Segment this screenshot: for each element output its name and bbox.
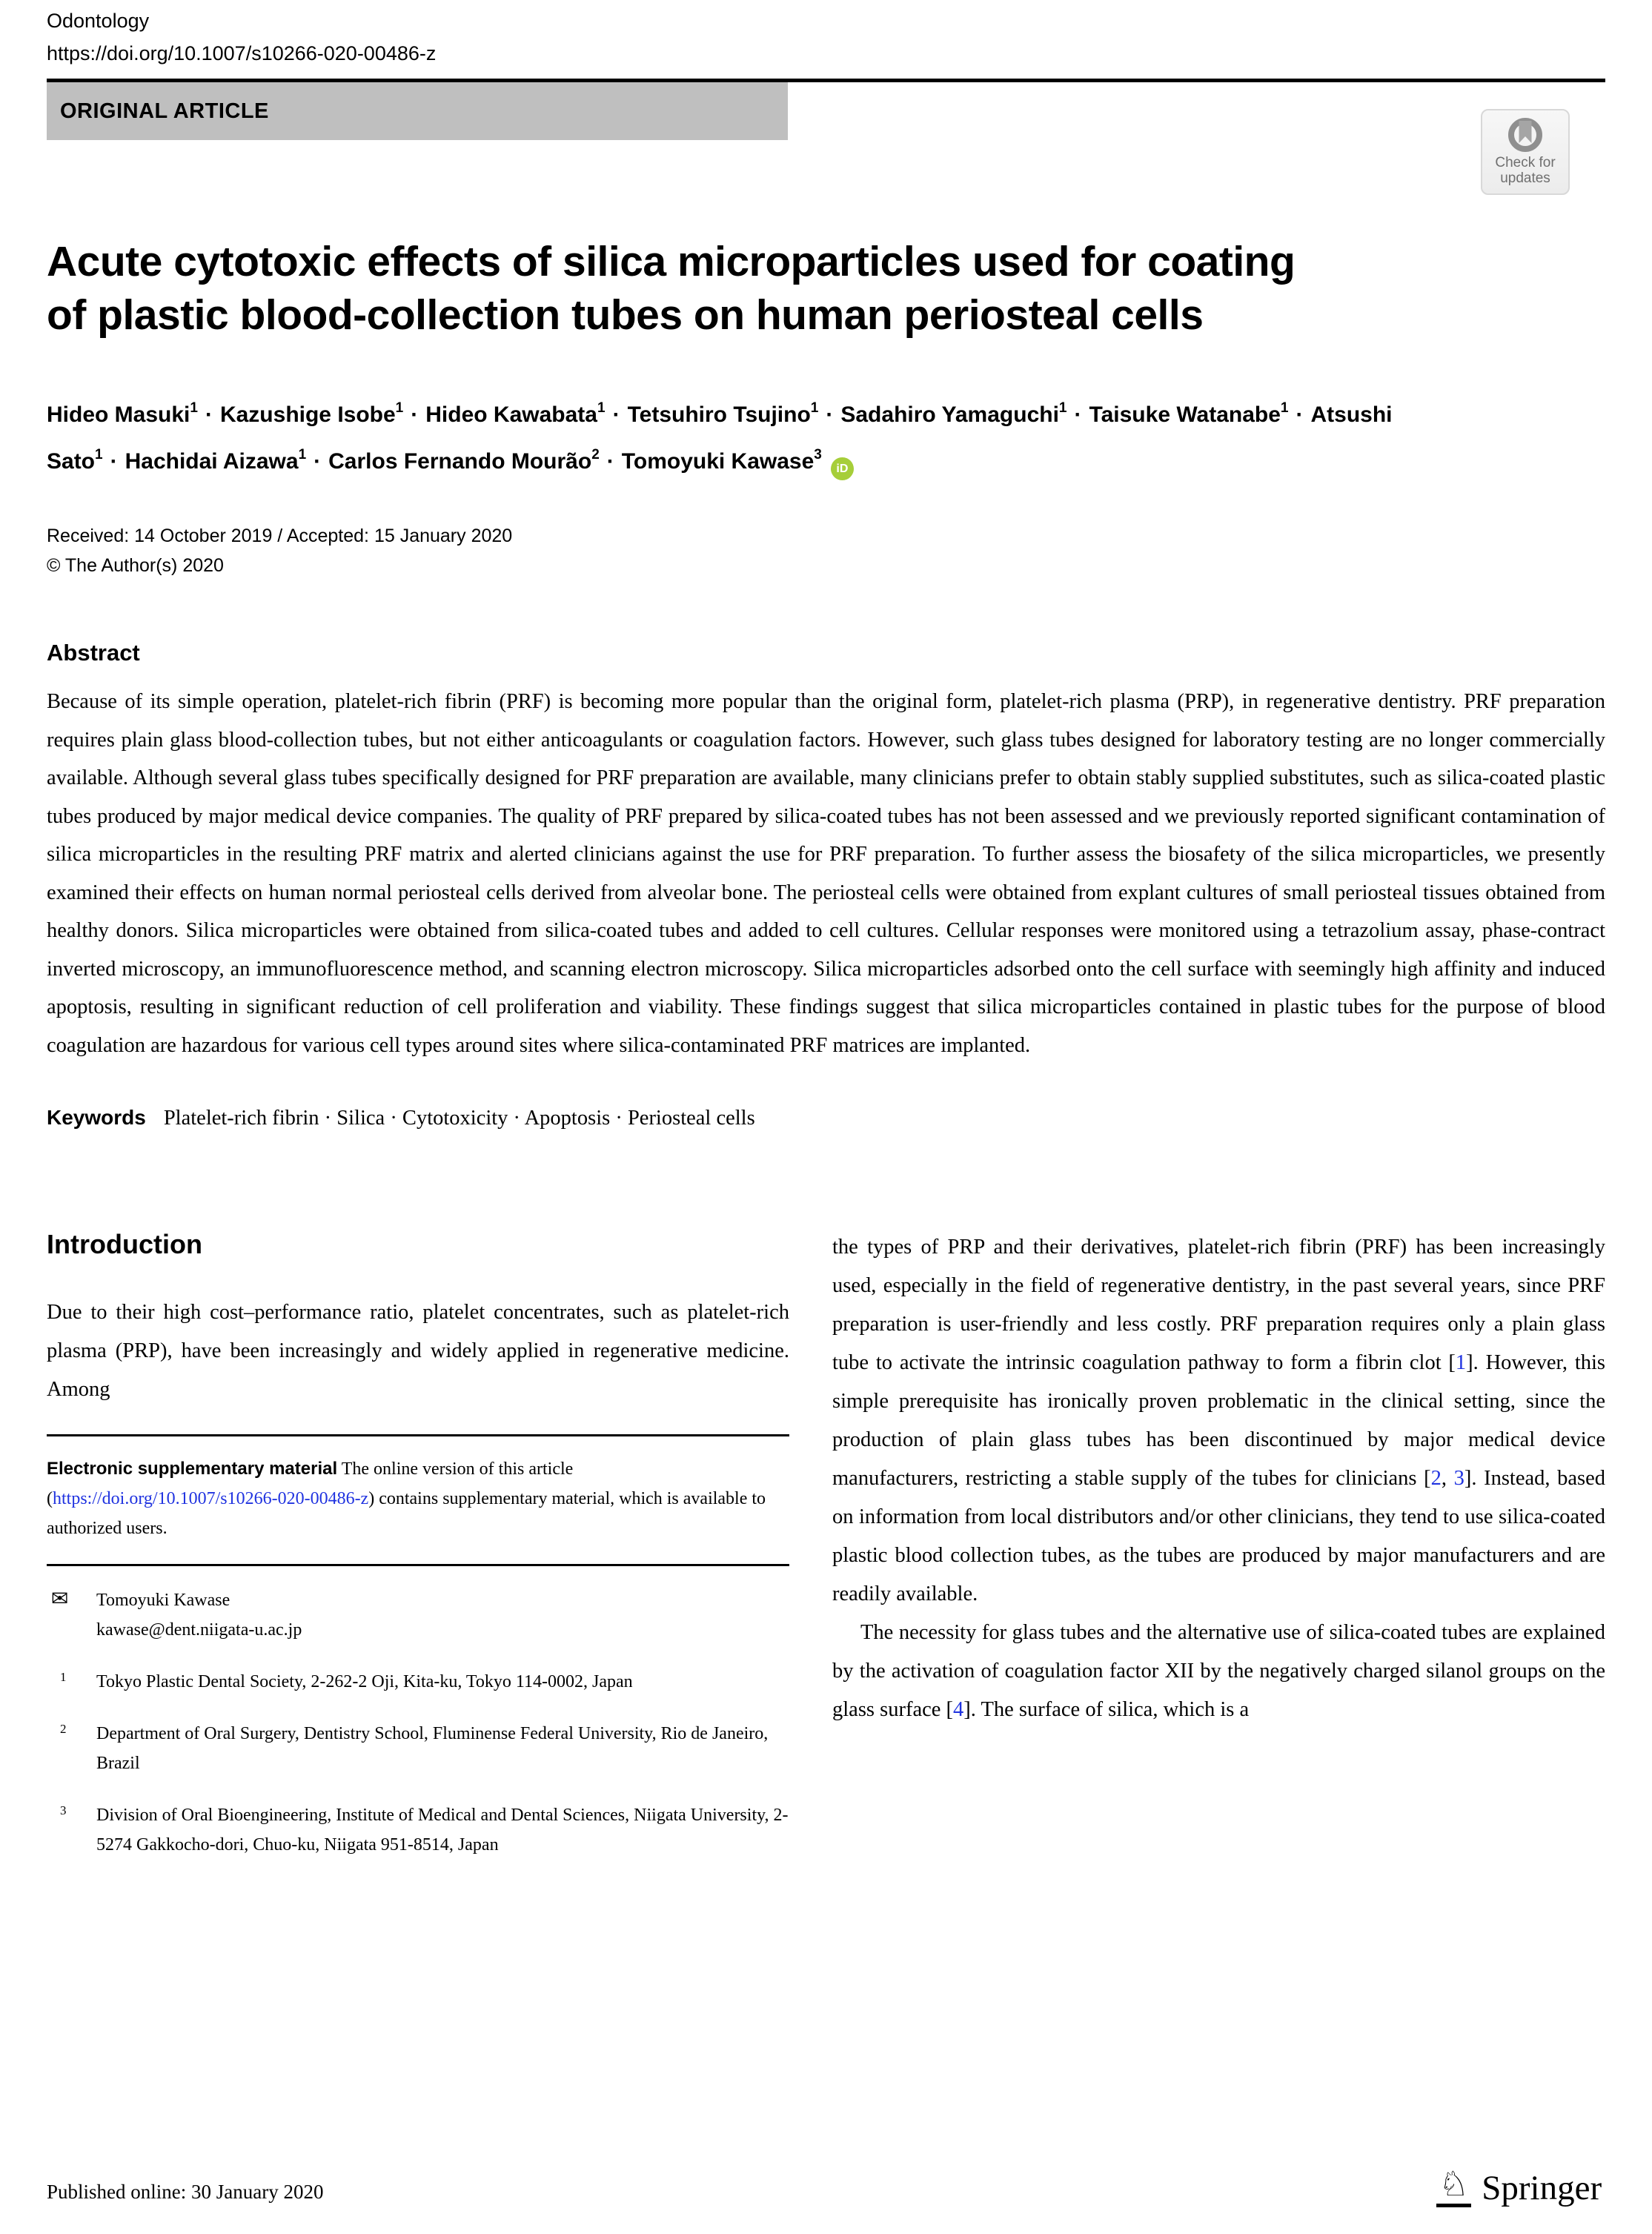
intro-right-paragraph-1 [832, 1228, 1605, 1614]
author-name: Tetsuhiro Tsujino$^1$ [627, 400, 819, 427]
paragraph-text: ]. Instead, based on information from local distributors and/or other clinicians, they tend to use silica-coated plastic blood collection tubes, as the tubes are produced by major manufacturers and are readily available. [832, 1467, 1606, 1605]
author-separator: · [1074, 402, 1082, 427]
affiliation-item [47, 1667, 789, 1697]
article-dates [47, 521, 1605, 580]
envelope-icon: ✉ [51, 1586, 69, 1611]
article-type-banner [47, 82, 788, 140]
author-name: Carlos Fernando Mourão$^2$ [328, 447, 600, 474]
right-column [832, 1228, 1605, 1860]
springer-horse-icon: ♘ [1436, 2166, 1471, 2207]
check-for-updates-label: Check for updates [1495, 155, 1556, 186]
author-name: Tomoyuki Kawase$^3$ [621, 447, 822, 474]
paper-title: Acute cytotoxic effects of silica microparticles used for coating of plastic blood-collection tubes on human periosteal cells [47, 238, 1296, 339]
bookmark-icon [1519, 121, 1532, 143]
keywords-label: Keywords [47, 1106, 146, 1129]
affiliation-text: Tokyo Plastic Dental Society, 2-262-2 Oji, Kita-ku, Tokyo 114-0002, Japan [96, 1672, 633, 1691]
paragraph-text: ]. However, this simple prerequisite has ironically proven problematic in the clinical setting, since the production of plain glass tubes has been discontinued by major medical device manufacturers, restricting a stable supply of the tubes for clinicians [ [832, 1351, 1606, 1490]
affiliation-text: Department of Oral Surgery, Dentistry School, Fluminense Federal University, Rio de Janeiro, Brazil [96, 1724, 769, 1773]
affiliation-item [47, 1800, 789, 1860]
author-affiliation-sup: 1 [810, 400, 819, 416]
author-affiliation-sup: 1 [95, 447, 103, 463]
footnote-divider [47, 1564, 789, 1566]
author-separator: · [411, 402, 419, 427]
abstract-body: Because of its simple operation, platelet-rich fibrin (PRF) is becoming more popular than the original form, platelet-rich plasma (PRP), in regenerative dentistry. PRF preparation requires plain glass blood-collection tubes, but not either anticoagulants or coagulation factors. However, such glass tubes designed for laboratory testing are no longer commercially available. Although several glass tubes specifically designed for PRF preparation are available, many clinicians prefer to obtain stably supplied substitutes, such as silica-coated plastic tubes produced by major medical device companies. The quality of PRF prepared by silica-coated tubes has not been assessed and we previously reported significant contamination of silica microparticles in the resulting PRF matrix and alerted clinicians against the use for PRF preparation. To further assess the biosafety of the silica microparticles, we presently examined their effects on human normal periosteal cells derived from alveolar bone. The periosteal cells were obtained from explant cultures of small periosteal tissues obtained from healthy donors. Silica microparticles were obtained from silica-coated tubes and added to cell cultures. Cellular responses were monitored using a tetrazolium assay, phase-contract inverted microscopy, an immunofluorescence method, and scanning electron microscopy. Silica microparticles adsorbed onto the cell surface with seemingly high affinity and induced apoptosis, resulting in significant reduction of cell proliferation and viability. These findings suggest that silica microparticles contained in plastic tubes for the purpose of blood coagulation are hazardous for various cell types around sites where silica-contaminated PRF matrices are implanted. [47, 690, 1605, 1057]
left-column [47, 1228, 789, 1860]
header-doi: https://doi.org/10.1007/s10266-020-00486-z [47, 42, 437, 64]
author-name: Hideo Kawabata$^1$ [425, 400, 606, 427]
author-name: Taisuke Watanabe$^1$ [1089, 400, 1289, 427]
author-affiliation-sup: 2 [591, 447, 600, 463]
supplementary-note [47, 1454, 789, 1543]
check-for-updates-icon [1508, 118, 1542, 152]
supplementary-text-end: ) contains supplementary material, which is available to authorized users. [47, 1489, 766, 1538]
author-name: Hideo Masuki$^1$ [47, 400, 198, 427]
article-type-label: ORIGINAL ARTICLE [60, 99, 269, 123]
paragraph-text: the types of PRP and their derivatives, platelet-rich fibrin (PRF) has been increasingly used, especially in the field of regenerative dentistry, in the past several years, since PRF preparation is user-friendly and less costly. PRF preparation requires only a plain glass tube to activate the intrinsic coagulation pathway to form a fibrin clot [ [832, 1236, 1605, 1374]
intro-left-paragraph: Due to their high cost–performance ratio, platelet concentrates, such as platelet-rich plasma (PRP), have been increasingly and widely applied in regenerative medicine. Among [47, 1301, 789, 1401]
author-separator: · [110, 449, 118, 474]
affiliation-text: Division of Oral Bioengineering, Institute of Medical and Dental Sciences, Niigata University, 2-5274 Gakkocho-dori, Chuo-ku, Niigata 951-8514, Japan [96, 1806, 789, 1855]
copyright-line: © The Author(s) 2020 [47, 555, 224, 576]
supplementary-text: The online version of this article ( [47, 1459, 574, 1508]
supplementary-doi-link[interactable]: https://doi.org/10.1007/s10266-020-00486-z [53, 1489, 369, 1508]
author-affiliation-sup: 1 [1280, 400, 1289, 416]
check-for-updates-button[interactable] [1481, 109, 1570, 195]
keywords-list: Platelet-rich fibrin · Silica · Cytotoxicity · Apoptosis · Periosteal cells [163, 1107, 755, 1130]
author-affiliation-sup: 1 [190, 400, 198, 416]
author-separator: · [1296, 402, 1304, 427]
supplementary-label: Electronic supplementary material [47, 1459, 338, 1479]
received-accepted-line: Received: 14 October 2019 / Accepted: 15 January 2020 [47, 526, 513, 546]
affiliation-number: 1 [60, 1670, 67, 1684]
journal-name: Odontology [47, 10, 150, 32]
author-affiliation-sup: 1 [1058, 400, 1067, 416]
corresponding-author-email[interactable]: kawase@dent.niigata-u.ac.jp [96, 1620, 302, 1640]
two-column-body [47, 1228, 1605, 1860]
citation-ref[interactable]: 2 [1430, 1467, 1442, 1490]
affiliation-number: 2 [60, 1722, 67, 1736]
author-affiliation-sup: 1 [395, 400, 404, 416]
citation-ref[interactable]: 1 [1455, 1351, 1467, 1374]
author-name: Atsushi Sato$^1$ [47, 402, 1393, 474]
author-affiliation-sup: 1 [597, 400, 606, 416]
abstract-heading: Abstract [47, 640, 140, 666]
author-separator: · [826, 402, 834, 427]
author-separator: · [205, 402, 213, 427]
paragraph-text: , [1441, 1467, 1454, 1490]
keywords-line [47, 1106, 1605, 1130]
correspondence-block [47, 1585, 789, 1645]
author-separator: · [612, 402, 620, 427]
intro-right-paragraph-2 [832, 1614, 1605, 1729]
author-separator: · [314, 449, 322, 474]
affiliation-item [47, 1719, 789, 1778]
citation-ref[interactable]: 3 [1453, 1467, 1464, 1490]
author-name: Hachidai Aizawa$^1$ [125, 447, 307, 474]
author-separator: · [606, 449, 614, 474]
published-online: Published online: 30 January 2020 [47, 2181, 324, 2203]
citation-ref[interactable]: 4 [953, 1698, 964, 1721]
introduction-heading: Introduction [47, 1229, 202, 1259]
springer-wordmark: Springer [1482, 2169, 1602, 2207]
paragraph-text: ]. The surface of silica, which is a [963, 1698, 1250, 1721]
author-name: Sadahiro Yamaguchi$^1$ [840, 400, 1067, 427]
orcid-icon[interactable]: iD [831, 457, 854, 480]
author-list [47, 389, 1396, 483]
footnote-divider [47, 1434, 789, 1436]
springer-logo [1436, 2166, 1602, 2207]
author-affiliation-sup: 3 [814, 447, 822, 463]
author-affiliation-sup: 1 [298, 447, 307, 463]
corresponding-author-name: Tomoyuki Kawase [96, 1591, 230, 1610]
paragraph-text: The necessity for glass tubes and the alternative use of silica-coated tubes are explained by the activation of coagulation factor XII by the negatively charged silanol groups on the glass surface [ [832, 1621, 1605, 1721]
author-name: Kazushige Isobe$^1$ [219, 400, 404, 427]
affiliation-number: 3 [60, 1803, 67, 1817]
